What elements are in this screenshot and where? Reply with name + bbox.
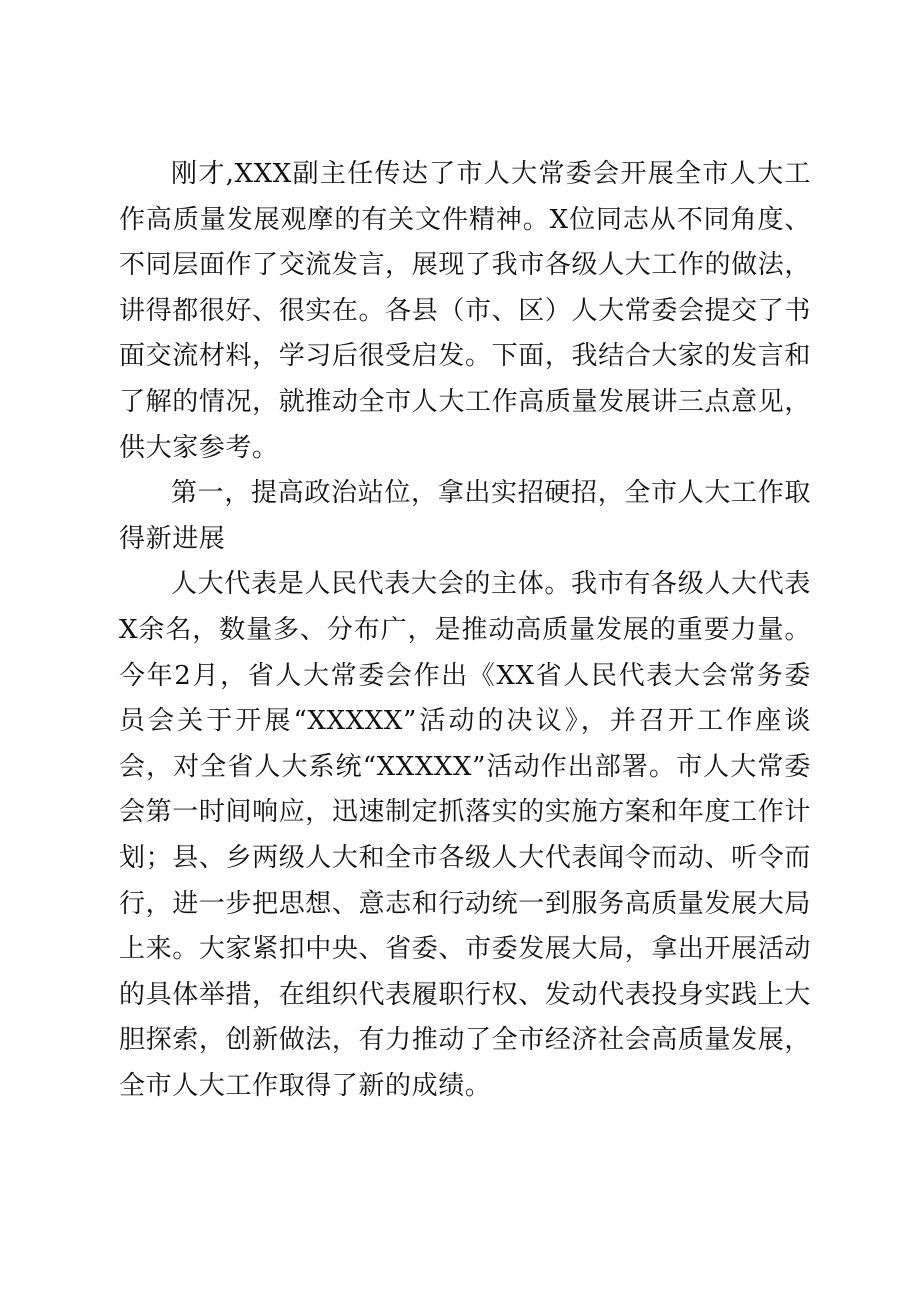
section-heading-first: 第一，提高政治站位，拿出实招硬招，全市人大工作取得新进展 [119, 478, 811, 554]
paragraph-intro: 刚才,XXX副主任传达了市人大常委会开展全市人大工作高质量发展观摩的有关文件精神。X位同志从不同角度、不同层面作了交流发言，展现了我市各级人大工作的做法，讲得都很好、很实在。各县（市、区）人大常委会提交了书面交流材料，学习后很受启发。下面，我结合大家的发言和了解的情况，就推动全市人大工作高质量发展讲三点意见，供大家参考。 [119, 159, 811, 463]
paragraph-deputies: 人大代表是人民代表大会的主体。我市有各级人大代表X余名，数量多、分布广，是推动高质量发展的重要力量。今年2月，省人大常委会作出《XX省人民代表大会常务委员会关于开展“XXXXX”活动的决议》，并召开工作座谈会，对全省人大系统“XXXXX”活动作出部署。市人大常委会第一时间响应，迅速制定抓落实的实施方案和年度工作计划；县、乡两级人大和全市各级人大代表闻令而动、听令而行，进一步把思想、意志和行动统一到服务高质量发展大局上来。大家紧扣中央、省委、市委发展大局，拿出开展活动的具体举措，在组织代表履职行权、发动代表投身实践上大胆探索，创新做法，有力推动了全市经济社会高质量发展，全市人大工作取得了新的成绩。 [119, 569, 811, 1101]
document-body [119, 152, 811, 1109]
